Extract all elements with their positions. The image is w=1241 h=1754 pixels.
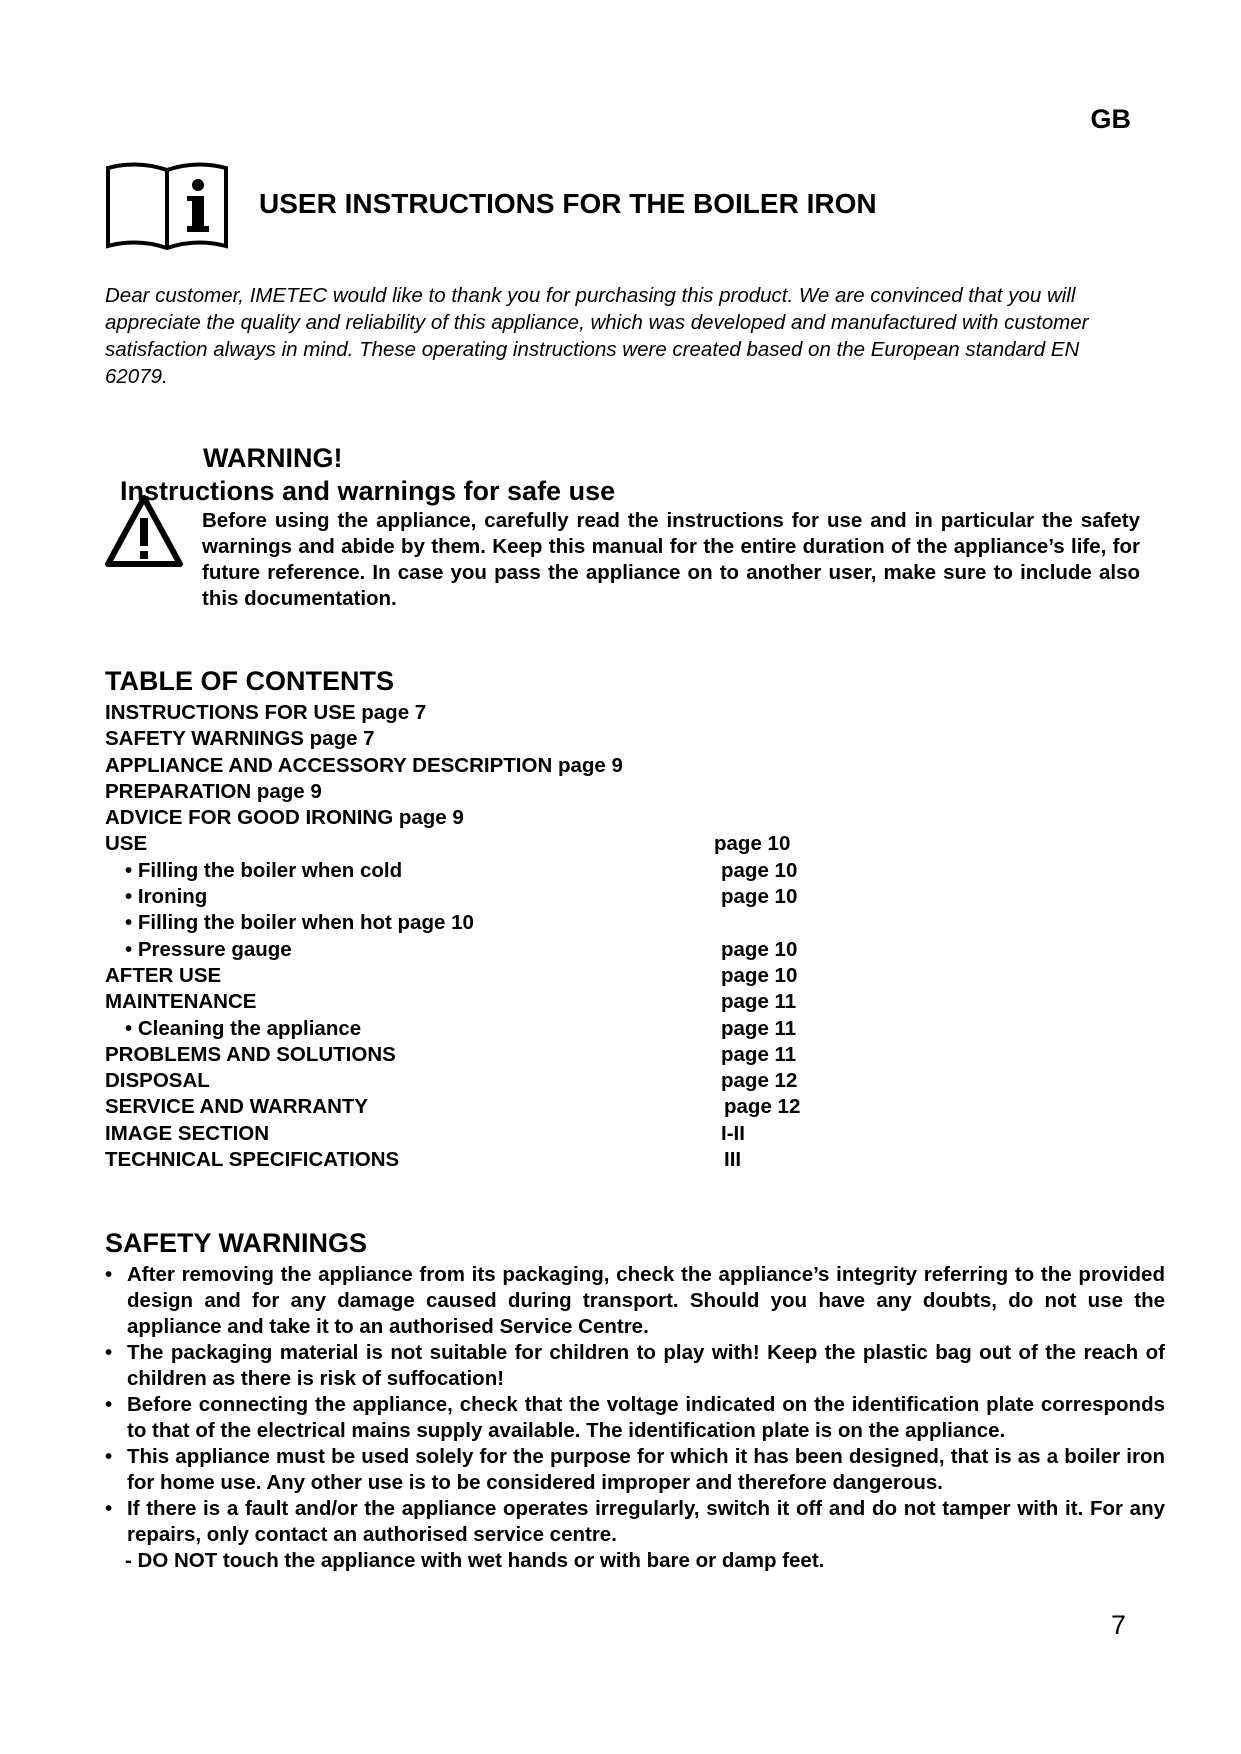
toc-row <box>105 726 905 752</box>
toc-row <box>105 1068 905 1094</box>
safety-bullet-text: If there is a fault and/or the appliance operates irregularly, switch it off and do not tamper with it. For any repairs, only contact an authorised service centre. <box>127 1497 1165 1546</box>
page-title: USER INSTRUCTIONS FOR THE BOILER IRON <box>259 188 877 219</box>
toc-label: • Filling the boiler when hot page 10 <box>125 911 474 935</box>
toc-label: • Cleaning the appliance <box>125 1016 362 1040</box>
toc-label: TECHNICAL SPECIFICATIONS <box>105 1148 400 1172</box>
toc-label: IMAGE SECTION <box>105 1121 270 1145</box>
toc-label: PREPARATION page 9 <box>105 779 322 803</box>
safety-warnings-list <box>105 1262 1165 1574</box>
toc-label: SAFETY WARNINGS page 7 <box>105 727 375 751</box>
toc-row <box>105 989 905 1015</box>
toc-row <box>105 884 905 910</box>
toc-label: SERVICE AND WARRANTY <box>105 1095 369 1119</box>
toc-row <box>105 937 905 963</box>
toc-page: I-II <box>721 1121 745 1145</box>
toc-row <box>105 831 905 857</box>
toc-label: INSTRUCTIONS FOR USE page 7 <box>105 701 427 724</box>
toc-page: page 10 <box>721 963 798 987</box>
warning-text: Before using the appliance, carefully read the instructions for use and in particular the safety warnings and abide by them. Keep this manual for the entire duration of the appliance’s life, for future reference. In case you pass the appliance on to another user, make sure to include also this documentation. <box>202 509 1140 610</box>
list-item: • This appliance must be used solely for the purpose for which it has been designed, that is as a boiler iron for home use. Any other use is to be considered improper and therefore dangerous. <box>105 1445 1165 1494</box>
language-code: GB <box>1090 104 1131 134</box>
toc-row <box>105 963 905 989</box>
info-manual-icon <box>104 160 230 250</box>
list-item: • If there is a fault and/or the appliance operates irregularly, switch it off and do not tamper with it. For any repairs, only contact an authorised service centre. <box>105 1497 1165 1546</box>
toc-row <box>105 779 905 805</box>
toc-page: page 10 <box>721 858 798 882</box>
toc-page: page 10 <box>721 937 798 961</box>
warning-triangle-icon <box>104 494 184 568</box>
toc-row <box>105 700 905 726</box>
toc-label: • Filling the boiler when cold <box>125 858 403 882</box>
toc-title: TABLE OF CONTENTS <box>105 666 394 696</box>
toc-row <box>105 805 905 831</box>
toc-label: PROBLEMS AND SOLUTIONS <box>105 1042 396 1066</box>
page-number: 7 <box>1110 1610 1126 1640</box>
safety-bullet-text: Before connecting the appliance, check that the voltage indicated on the identification plate corresponds to that of the electrical mains supply available. The identification plate is on the appliance. <box>127 1393 1165 1442</box>
toc-label: AFTER USE <box>105 963 222 987</box>
toc-page: page 10 <box>714 832 791 856</box>
table-of-contents <box>105 700 905 1173</box>
toc-row <box>105 1147 905 1173</box>
safety-warnings-title: SAFETY WARNINGS <box>105 1228 368 1258</box>
toc-label: • Ironing <box>125 885 208 909</box>
warning-subtitle: Instructions and warnings for safe use <box>120 476 616 506</box>
intro-paragraph: Dear customer, IMETEC would like to thank you for purchasing this product. We are convinced that you will appreciate the quality and reliability of this appliance, which was developed and manufactured with customer satisfaction always in mind. These operating instructions were created based on the European standard EN 62079. <box>105 284 1089 388</box>
toc-page: page 10 <box>721 885 798 909</box>
toc-page: III <box>724 1148 742 1172</box>
toc-page: page 12 <box>724 1095 801 1119</box>
toc-label: ADVICE FOR GOOD IRONING page 9 <box>105 806 464 830</box>
safety-dash-item: - DO NOT touch the appliance with wet hands or with bare or damp feet. <box>125 1549 825 1572</box>
toc-label: • Pressure gauge <box>125 937 292 961</box>
toc-label: DISPOSAL <box>105 1069 210 1093</box>
toc-row <box>105 1042 905 1068</box>
safety-bullet-text: The packaging material is not suitable for children to play with! Keep the plastic bag out of the reach of children as there is risk of suffocation! <box>127 1341 1165 1390</box>
toc-row <box>105 910 905 936</box>
safety-bullet-text: After removing the appliance from its packaging, check the appliance’s integrity referring to the provided design and for any damage caused during transport. Should you have any doubts, do not use the appliance and take it to an authorised Service Centre. <box>127 1263 1165 1338</box>
toc-row <box>105 858 905 884</box>
toc-page: page 12 <box>721 1069 798 1093</box>
toc-row <box>105 753 905 779</box>
list-item: • After removing the appliance from its packaging, check the appliance’s integrity referring to the provided design and for any damage caused during transport. Should you have any doubts, do not use the appliance and take it to an authorised Service Centre. <box>105 1263 1165 1338</box>
toc-page: page 11 <box>721 990 797 1014</box>
toc-label: USE <box>105 832 148 856</box>
toc-row <box>105 1094 905 1120</box>
list-item: • Before connecting the appliance, check that the voltage indicated on the identification plate corresponds to that of the electrical mains supply available. The identification plate is on the appliance. <box>105 1393 1165 1442</box>
toc-page: page 11 <box>721 1042 797 1066</box>
toc-label: APPLIANCE AND ACCESSORY DESCRIPTION page 9 <box>105 753 623 777</box>
toc-label: MAINTENANCE <box>105 990 257 1014</box>
safety-bullet-text: This appliance must be used solely for the purpose for which it has been designed, that is as a boiler iron for home use. Any other use is to be considered improper and therefore dangerous. <box>127 1445 1165 1494</box>
list-item: • The packaging material is not suitable for children to play with! Keep the plastic bag out of the reach of children as there is risk of suffocation! <box>105 1341 1165 1390</box>
warning-label: WARNING! <box>203 443 343 473</box>
toc-page: page 11 <box>721 1016 797 1040</box>
toc-row <box>105 1016 905 1042</box>
toc-row <box>105 1121 905 1147</box>
